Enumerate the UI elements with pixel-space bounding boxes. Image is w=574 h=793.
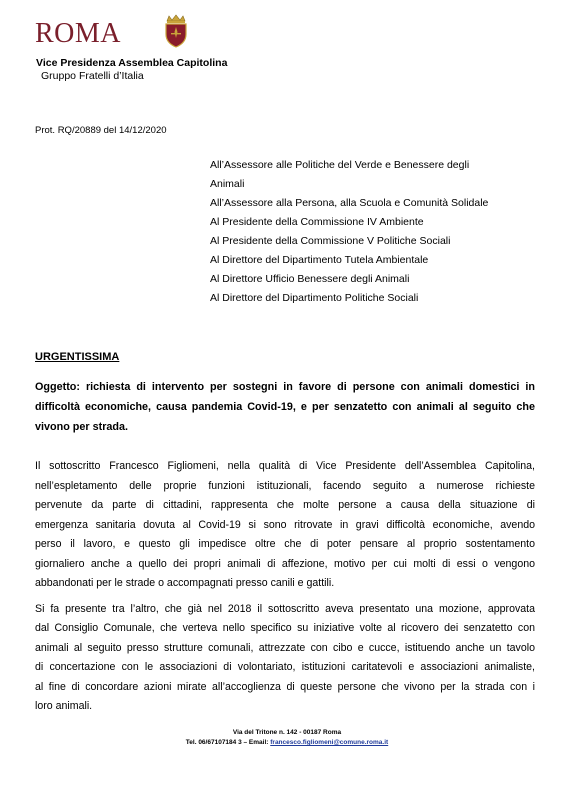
body-line: abbandonati per le strade o accompagnati presso canili e gattili. (35, 577, 335, 589)
recipient-line: All’Assessore alle Politiche del Verde e Benessere degli (210, 159, 470, 171)
body-line: giornaliero anche a quello dei propri animali di affezione, motivo per cui molti di essi o vengono (35, 557, 535, 570)
body-line: Si fa presente tra l’altro, che già nel 2018 il sottoscritto aveva presentato una mozione, approvata (35, 602, 535, 615)
group-name: Gruppo Fratelli d’Italia (41, 70, 144, 82)
roma-crest-icon (162, 14, 190, 48)
recipient-line: Al Direttore del Dipartimento Politiche Sociali (210, 292, 419, 304)
body-line: loro animali. (35, 700, 93, 712)
body-line: nell’espletamento delle proprie funzioni istituzionali, facendo seguito a numerose richieste (35, 479, 535, 492)
footer-contact (0, 738, 574, 748)
email-link[interactable]: francesco.figliomeni@comune.roma.it (270, 739, 389, 746)
paragraph (35, 457, 535, 594)
body-line: al fine di concordare azioni mirate all’accoglienza di queste persone che vivono per la strada con i (35, 680, 535, 693)
protocol-number: Prot. RQ/20889 del 14/12/2020 (35, 125, 167, 136)
footer-address: Via del Tritone n. 142 - 00187 Roma (232, 729, 342, 736)
body-line: Il sottoscritto Francesco Figliomeni, nella qualità di Vice Presidente dell’Assemblea Capitolina, (35, 460, 535, 472)
recipient-line: Animali (210, 178, 245, 190)
body-line: dal Consiglio Comunale, che verteva nello specifico su iniziative volte al ricovero dei senzatetto con (35, 622, 535, 634)
footer-contact-prefix: Tel. 06/67107184 3 – Email: (185, 739, 269, 746)
recipient-line: Al Presidente della Commissione IV Ambiente (210, 216, 424, 228)
recipient-line: Al Direttore Ufficio Benessere degli Animali (210, 273, 410, 285)
body-line: perso il lavoro, e questo gli impedisce oltre che di poter pensare al proprio sostentamento (35, 538, 535, 550)
urgent-label: URGENTISSIMA (35, 351, 120, 363)
body-line: pervenute da parte di cittadini, rappresenta che molte persone a causa della situazione di (35, 499, 535, 511)
subject-text: Oggetto: richiesta di intervento per sostegni in favore di persone con animali domestici in difficoltà economiche, causa pandemia Covid-19, e per senzatetto con animali al seguito che vivono per strada. (35, 381, 535, 433)
recipients-list (210, 156, 550, 308)
department-title: Vice Presidenza Assemblea Capitolina (36, 57, 228, 69)
paragraph (35, 600, 535, 717)
roma-logo-text: ROMA (35, 18, 122, 49)
body-line: di concertazione con le associazioni di volontariato, istituzioni caritatevoli e associazioni animaliste, (35, 661, 535, 673)
letter-body (35, 457, 535, 723)
body-line: animali al seguito presso strutture comunali, attrezzate con cibo e cucce, istituendo anche un tavolo (35, 641, 535, 654)
recipient-line: All’Assessore alla Persona, alla Scuola e Comunità Solidale (210, 197, 489, 209)
recipient-line: Al Presidente della Commissione V Politiche Sociali (210, 235, 451, 247)
recipient-line: Al Direttore del Dipartimento Tutela Ambientale (210, 254, 429, 266)
page-footer (0, 728, 574, 748)
body-line: emergenza sanitaria dovuta al Covid-19 si sono ritrovate in gravi difficoltà economiche, avendo (35, 518, 535, 531)
